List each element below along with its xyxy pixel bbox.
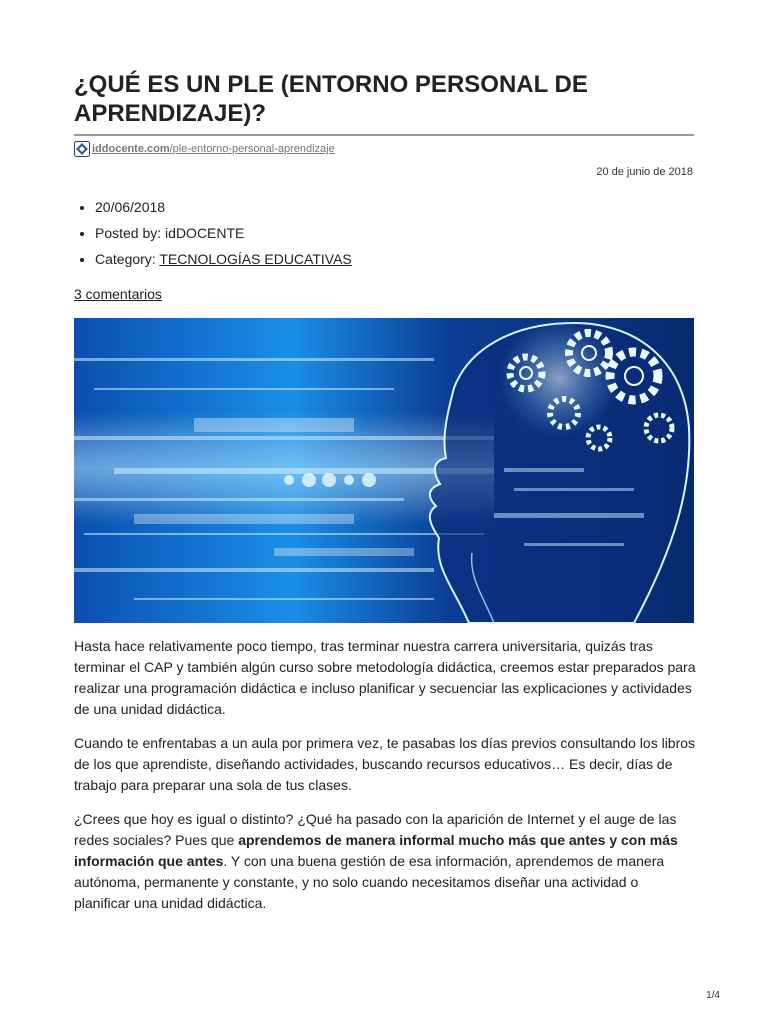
paragraph-text: . Y con una buena gestión de esa información, aprendemos de manera autónoma, permanente y constante, y no solo cuando necesitamos diseñar una actividad o planificar una unidad didáctica. bbox=[74, 853, 665, 911]
category-link[interactable]: TECNOLOGÍAS EDUCATIVAS bbox=[159, 251, 352, 267]
site-logo-icon bbox=[74, 141, 90, 157]
page-title: ¿QUÉ ES UN PLE (ENTORNO PERSONAL DE APRENDIZAJE)? bbox=[74, 71, 588, 127]
source-path: /ple-entorno-personal-aprendizaje bbox=[169, 143, 335, 155]
paragraph bbox=[74, 809, 696, 914]
page-number: 1/4 bbox=[706, 990, 720, 1001]
post-meta-list bbox=[74, 198, 352, 276]
article-body bbox=[74, 636, 696, 927]
meta-category-prefix: Category: bbox=[95, 251, 160, 267]
meta-date: • 20/06/2018 bbox=[95, 198, 352, 224]
paragraph: Cuando te enfrentabas a un aula por primera vez, te pasabas los días previos consultando los libros de los que aprendiste, diseñando actividades, buscando recursos educativos… Es decir, días de trabajo para preparar una sola de tus clases. bbox=[74, 735, 696, 793]
title-divider bbox=[74, 134, 694, 136]
paragraph: Hasta hace relativamente poco tiempo, tras terminar nuestra carrera universitaria, quizás tras terminar el CAP y también algún curso sobre metodología didáctica, creemos estar preparados para realizar una programación didáctica e incluso planificar y secuenciar las explicaciones y actividades de una unidad didáctica. bbox=[74, 638, 696, 717]
hero-image bbox=[74, 318, 694, 623]
meta-category bbox=[95, 250, 352, 276]
source-link[interactable] bbox=[92, 143, 335, 155]
publication-date: 20 de junio de 2018 bbox=[596, 166, 693, 178]
paragraph-text: ¿Crees que hoy es igual o distinto? ¿Qué ha pasado con la aparición de Internet y el auge de las redes sociales? Pues que bbox=[74, 811, 677, 848]
comments-link[interactable]: 3 comentarios bbox=[74, 286, 162, 302]
source-domain: iddocente.com bbox=[92, 143, 170, 155]
meta-author: • Posted by: idDOCENTE bbox=[95, 224, 352, 250]
source-line bbox=[74, 141, 335, 157]
paragraph-emphasis: aprendemos de manera informal mucho más que antes y con más información que antes bbox=[74, 832, 678, 869]
